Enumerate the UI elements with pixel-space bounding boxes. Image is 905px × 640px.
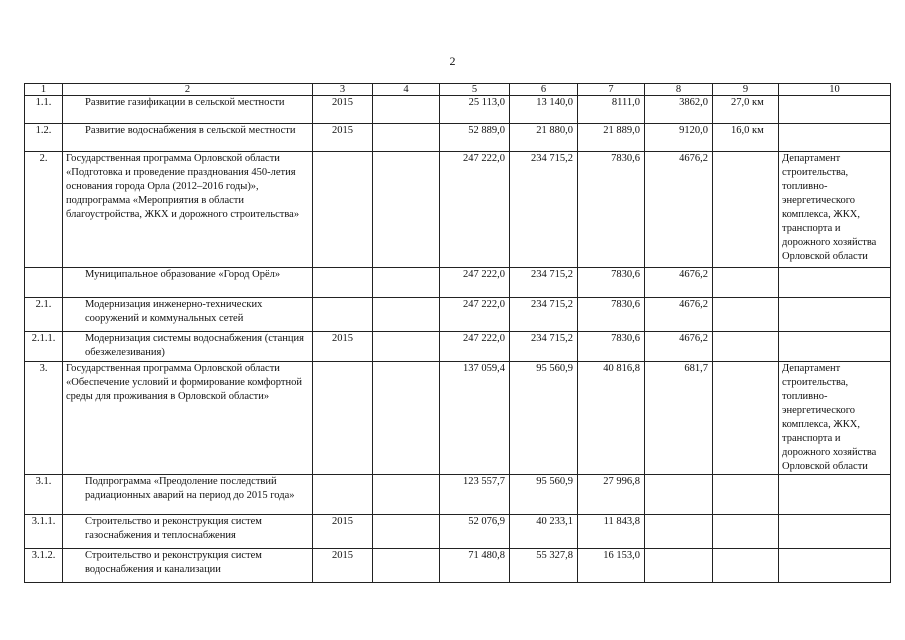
capacity-cell (713, 549, 779, 583)
year-cell: 2015 (313, 515, 373, 549)
name-cell: Модернизация системы водоснабжения (станция обезжелезивания) (63, 332, 313, 362)
col8-cell (645, 475, 713, 515)
header-cell: 3 (313, 84, 373, 96)
header-cell: 5 (440, 84, 510, 96)
table-row (25, 152, 891, 268)
col6-cell: 234 715,2 (510, 152, 578, 268)
capacity-cell (713, 332, 779, 362)
col6-cell: 40 233,1 (510, 515, 578, 549)
year-cell: 2015 (313, 549, 373, 583)
col8-cell: 4676,2 (645, 268, 713, 298)
col6-cell: 234 715,2 (510, 268, 578, 298)
executor-cell (779, 332, 891, 362)
name-cell: Строительство и реконструкция систем газоснабжения и теплоснабжения (63, 515, 313, 549)
col7-cell: 21 889,0 (578, 124, 645, 152)
year-cell (313, 298, 373, 332)
header-cell: 9 (713, 84, 779, 96)
name-cell: Развитие газификации в сельской местности (63, 96, 313, 124)
row-number-cell: 2. (25, 152, 63, 268)
name-cell: Государственная программа Орловской области «Обеспечение условий и формирование комфортной среды для проживания в Орловской области» (63, 362, 313, 475)
executor-cell (779, 124, 891, 152)
table-row (25, 549, 891, 583)
col4-cell (373, 298, 440, 332)
col7-cell: 7830,6 (578, 332, 645, 362)
col6-cell: 13 140,0 (510, 96, 578, 124)
col8-cell (645, 549, 713, 583)
col8-cell: 4676,2 (645, 332, 713, 362)
capacity-cell: 27,0 км (713, 96, 779, 124)
year-cell (313, 152, 373, 268)
table-row (25, 124, 891, 152)
col6-cell: 95 560,9 (510, 362, 578, 475)
name-cell: Развитие водоснабжения в сельской местности (63, 124, 313, 152)
header-cell: 4 (373, 84, 440, 96)
col6-cell: 95 560,9 (510, 475, 578, 515)
row-number-cell: 2.1.1. (25, 332, 63, 362)
col6-cell: 55 327,8 (510, 549, 578, 583)
executor-cell: Департамент строительства, топливно-энергетического комплекса, ЖКХ, транспорта и дорожного хозяйства Орловской области (779, 152, 891, 268)
col7-cell: 40 816,8 (578, 362, 645, 475)
name-cell: Государственная программа Орловской области «Подготовка и проведение празднования 450-летия основания города Орла (2012–2016 годы)», подпрограмма «Мероприятия в области благоустройства, ЖКХ и дорожного строительства» (63, 152, 313, 268)
year-cell (313, 362, 373, 475)
col5-cell: 247 222,0 (440, 152, 510, 268)
col7-cell: 7830,6 (578, 298, 645, 332)
table-row (25, 298, 891, 332)
header-row (25, 84, 891, 96)
capacity-cell (713, 475, 779, 515)
executor-cell (779, 96, 891, 124)
year-cell: 2015 (313, 332, 373, 362)
capacity-cell (713, 362, 779, 475)
row-number-cell: 3.1.1. (25, 515, 63, 549)
name-cell: Муниципальное образование «Город Орёл» (63, 268, 313, 298)
executor-cell: Департамент строительства, топливно-энергетического комплекса, ЖКХ, транспорта и дорожного хозяйства Орловской области (779, 362, 891, 475)
capacity-cell (713, 152, 779, 268)
year-cell (313, 268, 373, 298)
page-number: 2 (449, 54, 456, 68)
col7-cell: 7830,6 (578, 152, 645, 268)
capacity-cell (713, 268, 779, 298)
col7-cell: 7830,6 (578, 268, 645, 298)
header-cell: 8 (645, 84, 713, 96)
table-row (25, 332, 891, 362)
col8-cell: 4676,2 (645, 298, 713, 332)
col5-cell: 247 222,0 (440, 268, 510, 298)
col6-cell: 234 715,2 (510, 298, 578, 332)
capacity-cell: 16,0 км (713, 124, 779, 152)
col4-cell (373, 152, 440, 268)
col8-cell: 9120,0 (645, 124, 713, 152)
col5-cell: 25 113,0 (440, 96, 510, 124)
col8-cell: 3862,0 (645, 96, 713, 124)
col5-cell: 52 076,9 (440, 515, 510, 549)
col5-cell: 247 222,0 (440, 298, 510, 332)
row-number-cell: 1.1. (25, 96, 63, 124)
table-row (25, 362, 891, 475)
col5-cell: 247 222,0 (440, 332, 510, 362)
table-row (25, 268, 891, 298)
header-cell: 6 (510, 84, 578, 96)
header-cell: 2 (63, 84, 313, 96)
col4-cell (373, 96, 440, 124)
col5-cell: 52 889,0 (440, 124, 510, 152)
row-number-cell: 1.2. (25, 124, 63, 152)
year-cell (313, 475, 373, 515)
col8-cell: 681,7 (645, 362, 713, 475)
executor-cell (779, 515, 891, 549)
col4-cell (373, 475, 440, 515)
col7-cell: 27 996,8 (578, 475, 645, 515)
table-row (25, 515, 891, 549)
table-row (25, 96, 891, 124)
col7-cell: 8111,0 (578, 96, 645, 124)
col7-cell: 11 843,8 (578, 515, 645, 549)
col4-cell (373, 124, 440, 152)
header-cell: 10 (779, 84, 891, 96)
col8-cell: 4676,2 (645, 152, 713, 268)
col4-cell (373, 362, 440, 475)
header-cell: 7 (578, 84, 645, 96)
capacity-cell (713, 298, 779, 332)
header-cell: 1 (25, 84, 63, 96)
capacity-cell (713, 515, 779, 549)
col6-cell: 21 880,0 (510, 124, 578, 152)
executor-cell (779, 268, 891, 298)
name-cell: Модернизация инженерно-технических сооружений и коммунальных сетей (63, 298, 313, 332)
col4-cell (373, 549, 440, 583)
col8-cell (645, 515, 713, 549)
col5-cell: 71 480,8 (440, 549, 510, 583)
row-number-cell: 3.1.2. (25, 549, 63, 583)
row-number-cell: 3.1. (25, 475, 63, 515)
col4-cell (373, 332, 440, 362)
row-number-cell: 3. (25, 362, 63, 475)
year-cell: 2015 (313, 124, 373, 152)
executor-cell (779, 298, 891, 332)
col7-cell: 16 153,0 (578, 549, 645, 583)
col5-cell: 123 557,7 (440, 475, 510, 515)
program-table (24, 83, 891, 583)
col6-cell: 234 715,2 (510, 332, 578, 362)
row-number-cell (25, 268, 63, 298)
year-cell: 2015 (313, 96, 373, 124)
name-cell: Строительство и реконструкция систем водоснабжения и канализации (63, 549, 313, 583)
col5-cell: 137 059,4 (440, 362, 510, 475)
col4-cell (373, 268, 440, 298)
name-cell: Подпрограмма «Преодоление последствий радиационных аварий на период до 2015 года» (63, 475, 313, 515)
col4-cell (373, 515, 440, 549)
executor-cell (779, 475, 891, 515)
table-row (25, 475, 891, 515)
executor-cell (779, 549, 891, 583)
row-number-cell: 2.1. (25, 298, 63, 332)
